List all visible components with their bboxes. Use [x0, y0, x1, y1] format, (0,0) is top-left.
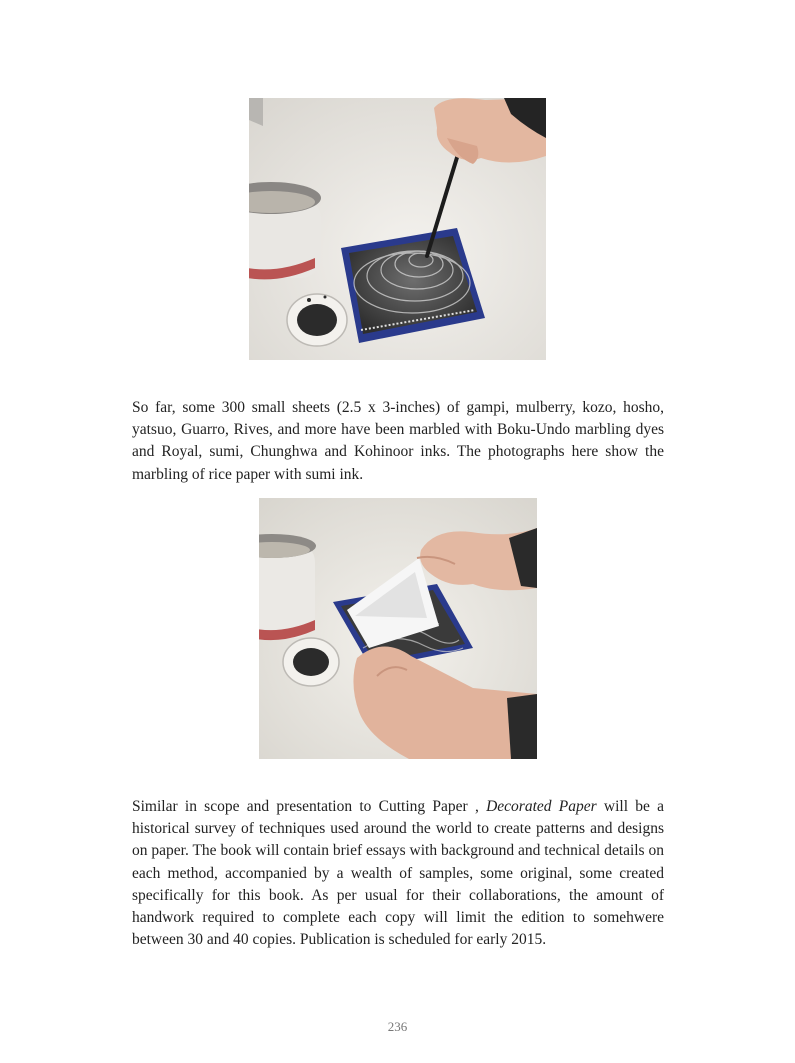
- body-paragraph-1: So far, some 300 small sheets (2.5 x 3-inches) of gampi, mulberry, kozo, hosho, yatsuo, Guarro, Rives, and more have been marbled with Boku-Undo marbling dyes and Royal, sumi, Chunghwa and Kohinoor inks. The photographs here show the marbling of rice paper with sumi ink.: [132, 399, 664, 483]
- paragraph-2-intro: Similar in scope and presentation to Cutting Paper ,: [132, 798, 487, 815]
- paragraph-2-body: will be a historical survey of techniques used around the world to create patterns and designs on paper. The book will contain brief essays with background and technical details on each method, accompanied by a wealth of samples, some original, some created specifically for this book. As per usual for their collaborations, the amount of handwork required to complete each copy will limit the edition to somehwere between 30 and 40 copies. Publication is scheduled for early 2015.: [132, 798, 665, 949]
- book-title-italic: Decorated Paper: [486, 798, 597, 815]
- marbled-paper-lift-photo: [259, 498, 537, 759]
- body-paragraph-2: [132, 796, 664, 951]
- page-number: 236: [387, 1019, 408, 1034]
- marbling-brush-photo: [249, 98, 546, 360]
